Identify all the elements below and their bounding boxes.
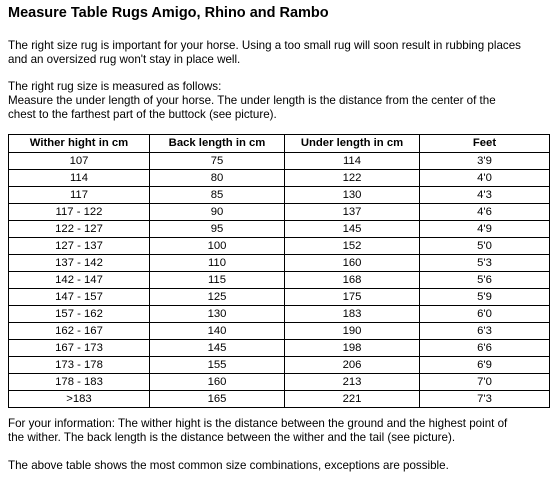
back-length-cell: 130	[150, 306, 285, 323]
table-row	[9, 187, 550, 204]
under-length-cell: 145	[285, 221, 420, 238]
wither-height-cell: 178 - 183	[9, 374, 150, 391]
feet-cell: 4'6	[420, 204, 550, 221]
under-length-cell: 183	[285, 306, 420, 323]
under-length-cell: 160	[285, 255, 420, 272]
feet-cell: 4'3	[420, 187, 550, 204]
feet-cell: 6'9	[420, 357, 550, 374]
feet-cell: 3'9	[420, 153, 550, 170]
info-line-2: the wither. The back length is the distance between the wither and the tail (see picture).	[8, 431, 456, 444]
wither-height-cell: 157 - 162	[9, 306, 150, 323]
header-under-length: Under length in cm	[285, 135, 420, 153]
wither-height-cell: >183	[9, 391, 150, 408]
back-length-cell: 85	[150, 187, 285, 204]
table-row	[9, 289, 550, 306]
feet-cell: 5'3	[420, 255, 550, 272]
intro-paragraph	[8, 39, 551, 67]
table-body	[9, 153, 550, 408]
table-row	[9, 272, 550, 289]
table-row	[9, 323, 550, 340]
under-length-cell: 206	[285, 357, 420, 374]
under-length-cell: 190	[285, 323, 420, 340]
feet-cell: 7'0	[420, 374, 550, 391]
table-row	[9, 357, 550, 374]
feet-cell: 4'0	[420, 170, 550, 187]
feet-cell: 6'6	[420, 340, 550, 357]
table-row	[9, 306, 550, 323]
feet-cell: 6'0	[420, 306, 550, 323]
back-length-cell: 145	[150, 340, 285, 357]
table-header-row	[9, 135, 550, 153]
wither-height-cell: 127 - 137	[9, 238, 150, 255]
back-length-cell: 90	[150, 204, 285, 221]
back-length-cell: 125	[150, 289, 285, 306]
table-row	[9, 391, 550, 408]
feet-cell: 7'3	[420, 391, 550, 408]
table-row	[9, 340, 550, 357]
feet-cell: 6'3	[420, 323, 550, 340]
table-row	[9, 170, 550, 187]
footer-note: The above table shows the most common size combinations, exceptions are possible.	[8, 459, 449, 472]
page-title: Measure Table Rugs Amigo, Rhino and Rambo	[8, 5, 329, 21]
under-length-cell: 168	[285, 272, 420, 289]
measure-line-3: chest to the farthest part of the buttock (see picture).	[8, 108, 277, 121]
back-length-cell: 100	[150, 238, 285, 255]
wither-height-cell: 167 - 173	[9, 340, 150, 357]
back-length-cell: 75	[150, 153, 285, 170]
under-length-cell: 221	[285, 391, 420, 408]
back-length-cell: 110	[150, 255, 285, 272]
back-length-cell: 165	[150, 391, 285, 408]
measure-line-2: Measure the under length of your horse. The under length is the distance from the center of the	[8, 94, 496, 107]
table-row	[9, 255, 550, 272]
under-length-cell: 137	[285, 204, 420, 221]
under-length-cell: 152	[285, 238, 420, 255]
back-length-cell: 155	[150, 357, 285, 374]
under-length-cell: 213	[285, 374, 420, 391]
measure-line-1: The right rug size is measured as follows:	[8, 80, 222, 93]
back-length-cell: 160	[150, 374, 285, 391]
info-paragraph	[8, 417, 551, 445]
feet-cell: 5'0	[420, 238, 550, 255]
under-length-cell: 175	[285, 289, 420, 306]
wither-height-cell: 162 - 167	[9, 323, 150, 340]
wither-height-cell: 142 - 147	[9, 272, 150, 289]
table-row	[9, 204, 550, 221]
intro-line-2: and an oversized rug won't stay in place well.	[8, 53, 241, 66]
feet-cell: 4'9	[420, 221, 550, 238]
table-row	[9, 374, 550, 391]
wither-height-cell: 147 - 157	[9, 289, 150, 306]
header-wither-height: Wither hight in cm	[9, 135, 150, 153]
table-row	[9, 221, 550, 238]
back-length-cell: 115	[150, 272, 285, 289]
measure-paragraph	[8, 80, 551, 122]
header-back-length: Back length in cm	[150, 135, 285, 153]
intro-line-1: The right size rug is important for your horse. Using a too small rug will soon result in rubbing places	[8, 39, 521, 52]
wither-height-cell: 117 - 122	[9, 204, 150, 221]
back-length-cell: 140	[150, 323, 285, 340]
feet-cell: 5'6	[420, 272, 550, 289]
wither-height-cell: 137 - 142	[9, 255, 150, 272]
size-table	[8, 134, 550, 408]
wither-height-cell: 173 - 178	[9, 357, 150, 374]
feet-cell: 5'9	[420, 289, 550, 306]
under-length-cell: 114	[285, 153, 420, 170]
wither-height-cell: 114	[9, 170, 150, 187]
table-row	[9, 238, 550, 255]
wither-height-cell: 122 - 127	[9, 221, 150, 238]
under-length-cell: 122	[285, 170, 420, 187]
back-length-cell: 80	[150, 170, 285, 187]
wither-height-cell: 107	[9, 153, 150, 170]
info-line-1: For your information: The wither hight is the distance between the ground and the highest point of	[8, 417, 508, 430]
under-length-cell: 198	[285, 340, 420, 357]
back-length-cell: 95	[150, 221, 285, 238]
header-feet: Feet	[420, 135, 550, 153]
under-length-cell: 130	[285, 187, 420, 204]
table-row	[9, 153, 550, 170]
wither-height-cell: 117	[9, 187, 150, 204]
